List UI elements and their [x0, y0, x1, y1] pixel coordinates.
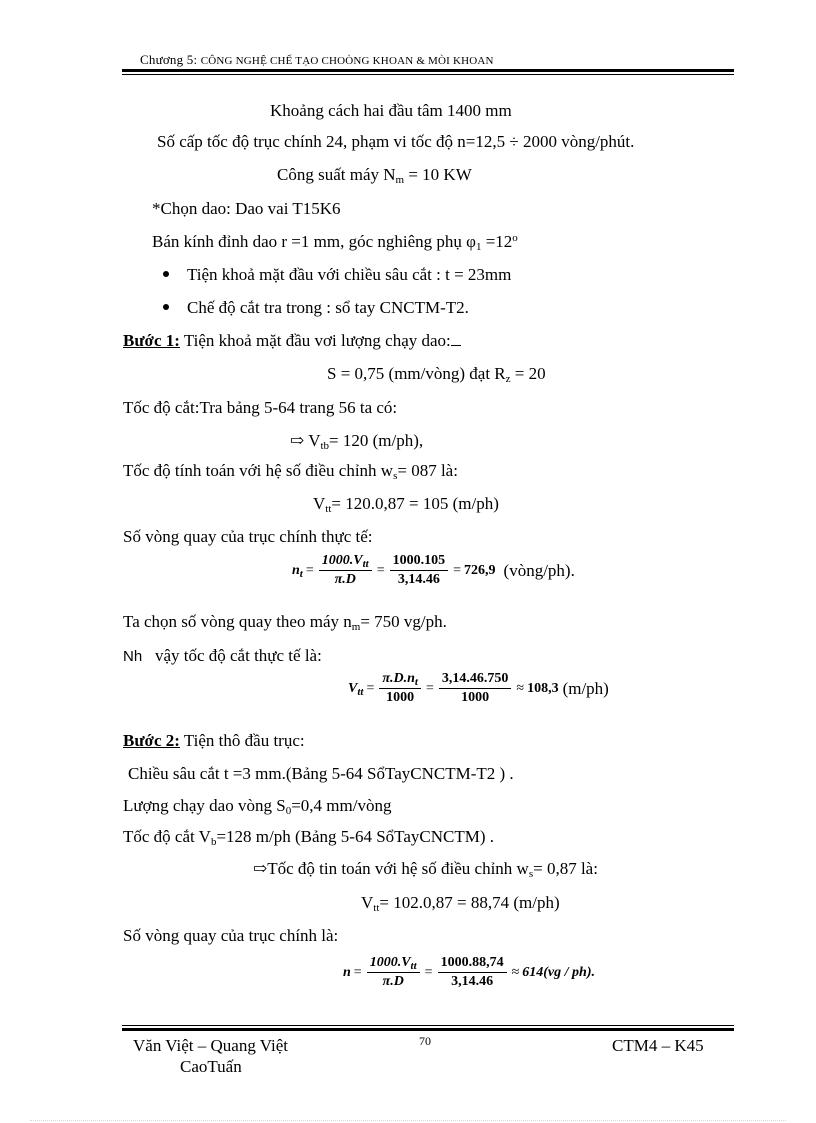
step1-heading: Bước 1: Tiện khoả mặt đầu vơi lượng chạy dao: [123, 331, 461, 351]
bullet-dot [163, 304, 169, 310]
header-rule-thick [122, 69, 734, 72]
step1-speed-lookup: Tốc độ cắt:Tra bảng 5-64 trang 56 ta có: [123, 398, 398, 417]
tool-select: *Chọn dao: Dao vai T15K6 [152, 199, 341, 218]
header-rule-thin [122, 74, 734, 75]
arrow-right-icon: ⇨ [290, 431, 305, 450]
step2-calc: ⇨Tốc độ tin toán với hệ số điều chỉnh $w_s= 0,87$ là: [253, 859, 598, 880]
machine-power: Công suất máy $N_m = 10$ KW [277, 165, 472, 186]
footer-author-line2: CaoTuấn [180, 1057, 242, 1076]
equation-rpm-actual: $n_t$ = $\frac{1000.V_{tt}}{\pi.D}$ = $\frac{1000.105}{3,14.46}$ = 726,9 (vòng/ph). [292, 553, 575, 587]
speed-steps: Số cấp tốc độ trục chính 24, phạm vi tốc độ n=12,5 ÷ 2000 vòng/phút. [157, 132, 635, 151]
bullet-item: Chế độ cắt tra trong : sổ tay CNCTM-T2. [187, 298, 469, 317]
footer-class-code: CTM4 – K45 [612, 1036, 704, 1055]
step1-feed: S = 0,75 (mm/vòng) đạt $R_z = 20$ [327, 364, 546, 385]
chapter-label: Chương 5: [140, 52, 198, 67]
bullet-dot [163, 271, 169, 277]
chapter-title: CÔNG NGHỆ CHẾ TẠO CHOÒNG KHOAN & MÒI KHOAN [200, 55, 494, 67]
step1-calc: Tốc độ tính toán với hệ số điều chỉnh $w_s= 087$ là: [123, 461, 458, 482]
tool-radius: Bán kính đỉnh dao r =1 mm, góc nghiêng phụ $\varphi_1 =12^o$ [152, 232, 518, 253]
arrow-right-icon: ⇨ [253, 859, 268, 878]
footer-rule-thick [122, 1028, 734, 1031]
equation-rpm: n = $\frac{1000.V_{tt}}{\pi.D}$ = $\frac{1000.88,74}{3,14.46}$ ≈ 614(vg / ph). [343, 955, 595, 989]
page-number: 70 [419, 1034, 431, 1048]
step2-heading: Bước 2: Tiện thô đầu trục: [123, 731, 305, 750]
footer-rule-thin [122, 1025, 734, 1026]
bullet-item: Tiện khoả mặt đầu với chiều sâu cắt : t = 23mm [187, 265, 512, 284]
step2-feed: Lượng chạy dao vòng $S_0=0,4$ mm/vòng [123, 796, 392, 817]
step2-label: Bước 2: [123, 731, 180, 750]
equation-actual-speed: $V_{tt}$ = $\frac{\pi.D.n_t}{1000}$ = $\frac{3,14.46.750}{1000}$ ≈ 108,3 (m/ph) [348, 671, 609, 705]
footer-author-line1: Văn Việt – Quang Việt [133, 1036, 289, 1055]
page-bottom-border [30, 1120, 786, 1121]
step2-depth: Chiều sâu cắt t =3 mm.(Bảng 5-64 SổTayCNCTM-T2 ) . [128, 764, 514, 783]
center-distance: Khoảng cách hai đầu tâm 1400 mm [270, 101, 512, 120]
step2-speed: Tốc độ cắt $V_b=128$ m/ph (Bảng 5-64 SổTayCNCTM) . [123, 827, 495, 848]
step1-actual-speed: Nh vậy tốc độ cắt thực tế là: [123, 646, 322, 665]
step1-rpm-label: Số vòng quay của trục chính thực tế: [123, 527, 373, 546]
step2-vtt: $V_{tt}= 102.0,87 = 88,74$ (m/ph) [361, 893, 560, 914]
step1-choose-rpm: Ta chọn số vòng quay theo máy $n_m= 750$ vg/ph. [123, 612, 447, 633]
step2-rpm-label: Số vòng quay của trục chính là: [123, 926, 339, 945]
step1-vtb: ⇨ $V_{tb}= 120$ (m/ph), [290, 431, 424, 452]
page-header [140, 52, 494, 68]
step1-vtt: $V_{tt}= 120.0,87 = 105$ (m/ph) [313, 494, 499, 515]
step1-label: Bước 1: [123, 331, 180, 350]
